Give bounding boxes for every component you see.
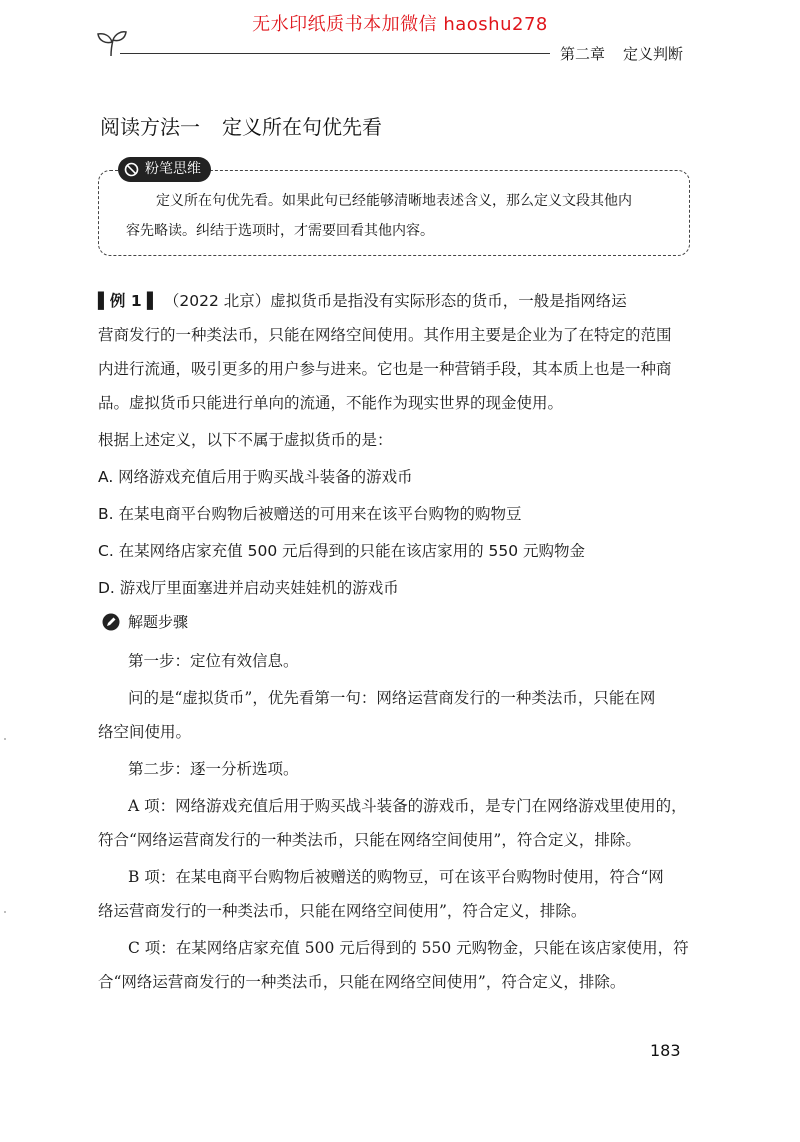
solution-heading	[102, 611, 188, 632]
tip-badge	[118, 157, 211, 182]
tip-line-1: 定义所在句优先看。如果此句已经能够清晰地表述含义，那么定义文段其他内	[156, 193, 632, 209]
scan-speck	[4, 738, 6, 740]
solution-body	[98, 644, 698, 999]
step1-detail-b: 络空间使用。	[98, 723, 192, 741]
example-line-2: 营商发行的一种类法币，只能在网络空间使用。其作用主要是企业为了在特定的范围	[98, 326, 672, 344]
watermark-text: 无水印纸质书本加微信 haoshu278	[252, 14, 548, 35]
pencil-icon	[102, 613, 120, 631]
tip-line-2: 容先略读。纠结于选项时，才需要回看其他内容。	[126, 223, 434, 239]
example-line-4: 品。虚拟货币只能进行单向的流通，不能作为现实世界的现金使用。	[98, 394, 564, 412]
option-c: C. 在某网络店家充值 500 元后得到的只能在该店家用的 550 元购物金	[98, 542, 586, 560]
chapter-title: 定义判断	[623, 45, 684, 63]
option-a: A. 网络游戏充值后用于购买战斗装备的游戏币	[98, 468, 413, 486]
step2: 第二步：逐一分析选项。	[128, 760, 299, 778]
section-title	[100, 111, 382, 140]
tip-text	[126, 186, 676, 246]
example-line-3: 内进行流通，吸引更多的用户参与进来。它也是一种营销手段，其本质上也是一种商	[98, 360, 672, 378]
no-entry-icon	[124, 162, 139, 177]
analysis-b-2: 络运营商发行的一种类法币，只能在网络空间使用”，符合定义，排除。	[98, 902, 587, 920]
section-label: 阅读方法一	[100, 115, 200, 139]
option-d: D. 游戏厅里面塞进并启动夹娃娃机的游戏币	[98, 579, 399, 597]
example-text-1: 虚拟货币是指没有实际形态的货币，一般是指网络运	[270, 292, 627, 310]
example-line-1	[98, 284, 690, 318]
tip-badge-label: 粉笔思维	[145, 161, 201, 177]
analysis-a-2: 符合“网络运营商发行的一种类法币，只能在网络空间使用”，符合定义，排除。	[98, 831, 641, 849]
example-tag: ▌例 1 ▌	[98, 292, 159, 310]
section-heading: 定义所在句优先看	[222, 115, 382, 139]
analysis-c-1: C 项：在某网络店家充值 500 元后得到的 550 元购物金，只能在该店家使用，符	[128, 939, 689, 957]
question-text: 根据上述定义，以下不属于虚拟货币的是：	[98, 431, 393, 449]
example-source: （2022 北京）	[163, 292, 271, 310]
analysis-c-2: 合“网络运营商发行的一种类法币，只能在网络空间使用”，符合定义，排除。	[98, 973, 626, 991]
analysis-b-1: B 项：在某电商平台购物后被赠送的购物豆，可在该平台购物时使用，符合“网	[128, 868, 664, 886]
chapter-number: 第二章	[560, 45, 606, 63]
step1: 第一步：定位有效信息。	[128, 652, 299, 670]
scan-speck	[4, 911, 6, 913]
page-number: 183	[650, 1041, 681, 1060]
solution-heading-label: 解题步骤	[128, 613, 189, 631]
option-b: B. 在某电商平台购物后被赠送的可用来在该平台购物的购物豆	[98, 505, 522, 523]
header-rule	[120, 53, 550, 54]
step1-detail-a: 问的是“虚拟货币”，优先看第一句：网络运营商发行的一种类法币，只能在网	[128, 689, 656, 707]
example-block	[98, 284, 690, 605]
chapter-header	[560, 43, 683, 64]
analysis-a-1: A 项：网络游戏充值后用于购买战斗装备的游戏币，是专门在网络游戏里使用的，	[128, 797, 687, 815]
